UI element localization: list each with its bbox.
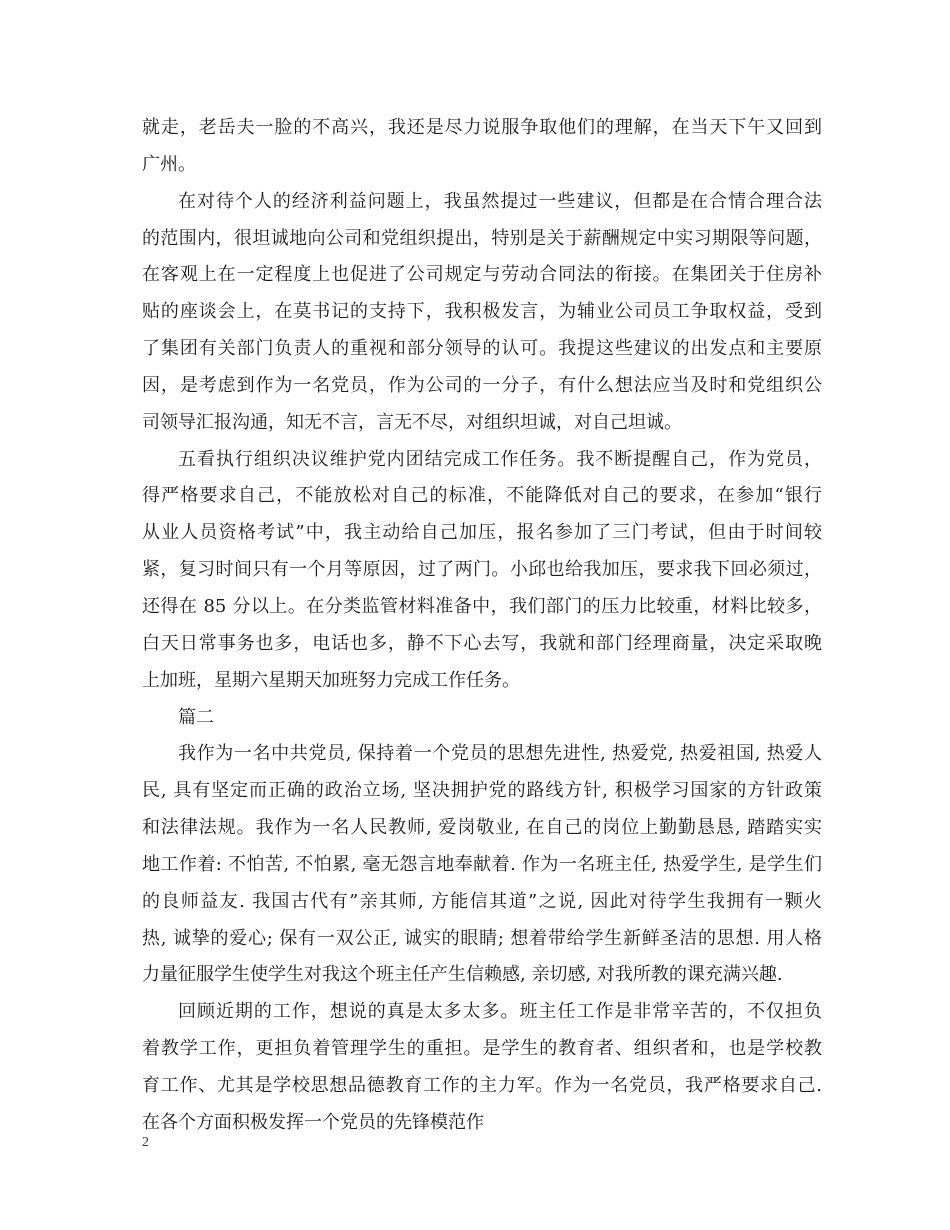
text-line: 上加班，星期六星期天加班努力完成工作任务。	[142, 669, 520, 691]
text-line: 还得在 85 分以上。在分类监管材料准备中，我们部门的压力比较重，材料比较多，	[142, 595, 822, 617]
text-line: 在客观上在一定程度上也促进了公司规定与劳动合同法的衔接。在集团关于住房补	[142, 264, 822, 286]
page-number: 2	[142, 1135, 149, 1150]
text-line: 白天日常事务也多，电话也多，静不下心去写，我就和部门经理商量，决定采取晚	[142, 632, 822, 654]
text-line: 贴的座谈会上，在莫书记的支持下，我积极发言，为辅业公司员工争取权益，受到	[142, 301, 822, 323]
text-line: 广州。	[142, 153, 196, 175]
text-line: 着教学工作，更担负着管理学生的重担。是学生的教育者、组织者和，也是学校教	[142, 1038, 822, 1060]
text-line: 的范围内，很坦诚地向公司和党组织提出，特别是关于薪酬规定中实习期限等问题，	[142, 227, 822, 249]
text-line: 和法律法规。我作为一名人民教师, 爱岗敬业, 在自己的岗位上勤勤恳恳, 踏踏实实	[142, 817, 822, 839]
text-line: 民, 具有坚定而正确的政治立场, 坚决拥护党的路线方针, 积极学习国家的方针政策	[142, 780, 822, 802]
text-line: 就走，老岳夫一脸的不高兴，我还是尽力说服争取他们的理解，在当天下午又回到	[142, 117, 822, 138]
paragraph-first-line: 我作为一名中共党员, 保持着一个党员的思想先进性, 热爱党, 热爱祖国, 热爱人	[178, 743, 822, 765]
text-line: 紧，复习时间只有一个月等原因，过了两门。小邱也给我加压，要求我下回必须过，	[142, 559, 822, 581]
text-line: 司领导汇报沟通，知无不言，言无不尽，对组织坦诚，对自己坦诚。	[142, 411, 682, 433]
paragraph-first-line: 回顾近期的工作，想说的真是太多太多。班主任工作是非常辛苦的，不仅担负	[178, 1001, 822, 1023]
section-heading: 篇二	[178, 706, 214, 728]
text-line: 因，是考虑到作为一名党员，作为公司的一分子，有什么想法应当及时和党组织公	[142, 374, 822, 396]
text-line: 从业人员资格考试”中，我主动给自己加压，报名参加了三门考试，但由于时间较	[142, 522, 822, 544]
text-line: 地工作着: 不怕苦, 不怕累, 毫无怨言地奉献着. 作为一名班主任, 热爱学生, 是学生们	[142, 853, 822, 875]
text-line: 力量征服学生使学生对我这个班主任产生信赖感, 亲切感, 对我所教的课充满兴趣.	[142, 964, 783, 986]
paragraph-first-line: 在对待个人的经济利益问题上，我虽然提过一些建议，但都是在合情合理合法	[178, 190, 822, 212]
text-line: 育工作、尤其是学校思想品德教育工作的主力军。作为一名党员，我严格要求自己.	[142, 1074, 822, 1096]
text-line: 的良师益友. 我国古代有”亲其师, 方能信其道”之说, 因此对待学生我拥有一颗火	[142, 890, 822, 912]
body-text	[142, 110, 822, 1142]
paragraph-first-line: 五看执行组织决议维护党内团结完成工作任务。我不断提醒自己，作为党员，	[178, 448, 822, 470]
text-line: 热, 诚挚的爱心; 保有一双公正, 诚实的眼睛; 想着带给学生新鲜圣洁的思想. 用人格	[142, 927, 822, 949]
text-line: 了集团有关部门负责人的重视和部分领导的认可。我提这些建议的出发点和主要原	[142, 338, 822, 360]
text-line: 得严格要求自己，不能放松对自己的标准，不能降低对自己的要求，在参加“银行	[142, 485, 822, 507]
text-line: 在各个方面积极发挥一个党员的先锋模范作	[142, 1111, 484, 1133]
